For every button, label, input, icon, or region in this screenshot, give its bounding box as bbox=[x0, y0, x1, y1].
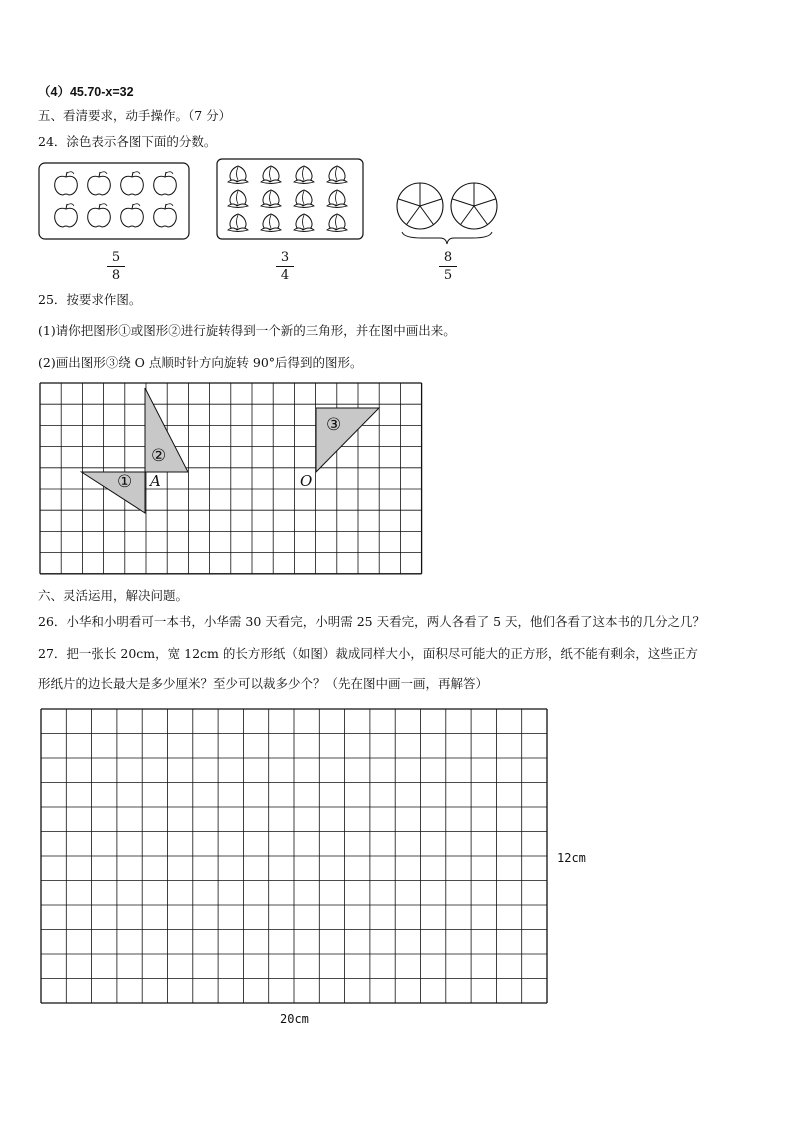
question-25: 25．按要求作图。 bbox=[38, 292, 142, 307]
fraction-8-5 bbox=[433, 250, 463, 283]
shape-2-label: ② bbox=[151, 446, 167, 466]
apple-box bbox=[38, 162, 190, 240]
width-label: 20cm bbox=[280, 1012, 309, 1026]
question-25-part-1: (1)请你把图形①或图形②进行旋转得到一个新的三角形，并在图中画出来。 bbox=[38, 323, 456, 338]
numerator: 5 bbox=[111, 250, 121, 265]
rotation-grid[interactable] bbox=[40, 383, 424, 578]
pie-circles bbox=[392, 178, 502, 246]
shape-3-label: ③ bbox=[326, 415, 342, 435]
denominator: 8 bbox=[111, 268, 121, 283]
denominator: 4 bbox=[280, 268, 290, 283]
numerator: 8 bbox=[443, 250, 453, 265]
section-6-heading: 六、灵活运用，解决问题。 bbox=[38, 588, 189, 603]
point-o-label: O bbox=[300, 472, 313, 490]
question-27-line-1: 27．把一张长 20cm，宽 12cm 的长方形纸（如图）裁成同样大小，面积尽可能大的正方形，纸不能有剩余，这些正方 bbox=[38, 646, 698, 661]
section-5-heading: 五、看清要求，动手操作。（7 分） bbox=[38, 108, 232, 123]
equation-4: （4）45.70-x=32 bbox=[38, 85, 134, 99]
point-a-label: A bbox=[150, 472, 161, 490]
question-26: 26．小华和小明看可一本书，小华需 30 天看完，小明需 25 天看完，两人各看了 5 天，他们各看了这本书的几分之几？ bbox=[38, 614, 706, 629]
denominator: 5 bbox=[443, 268, 453, 283]
numerator: 3 bbox=[280, 250, 290, 265]
question-25-part-2: (2)画出图形③绕 O 点顺时针方向旋转 90°后得到的图形。 bbox=[38, 355, 363, 370]
fraction-3-4 bbox=[270, 250, 300, 283]
shape-1-triangle bbox=[82, 472, 146, 513]
cutting-grid[interactable] bbox=[41, 709, 549, 1005]
fraction-5-8 bbox=[101, 250, 131, 283]
question-27-line-2: 形纸片的边长最大是多少厘米？至少可以裁多少个？（先在图中画一画，再解答） bbox=[38, 676, 489, 691]
pie-circle-icon bbox=[397, 183, 443, 229]
shape-1-label: ① bbox=[117, 472, 133, 492]
pie-circle-icon bbox=[451, 183, 497, 229]
question-24: 24．涂色表示各图下面的分数。 bbox=[38, 134, 217, 149]
height-label: 12cm bbox=[557, 851, 586, 865]
peach-box bbox=[216, 158, 364, 240]
